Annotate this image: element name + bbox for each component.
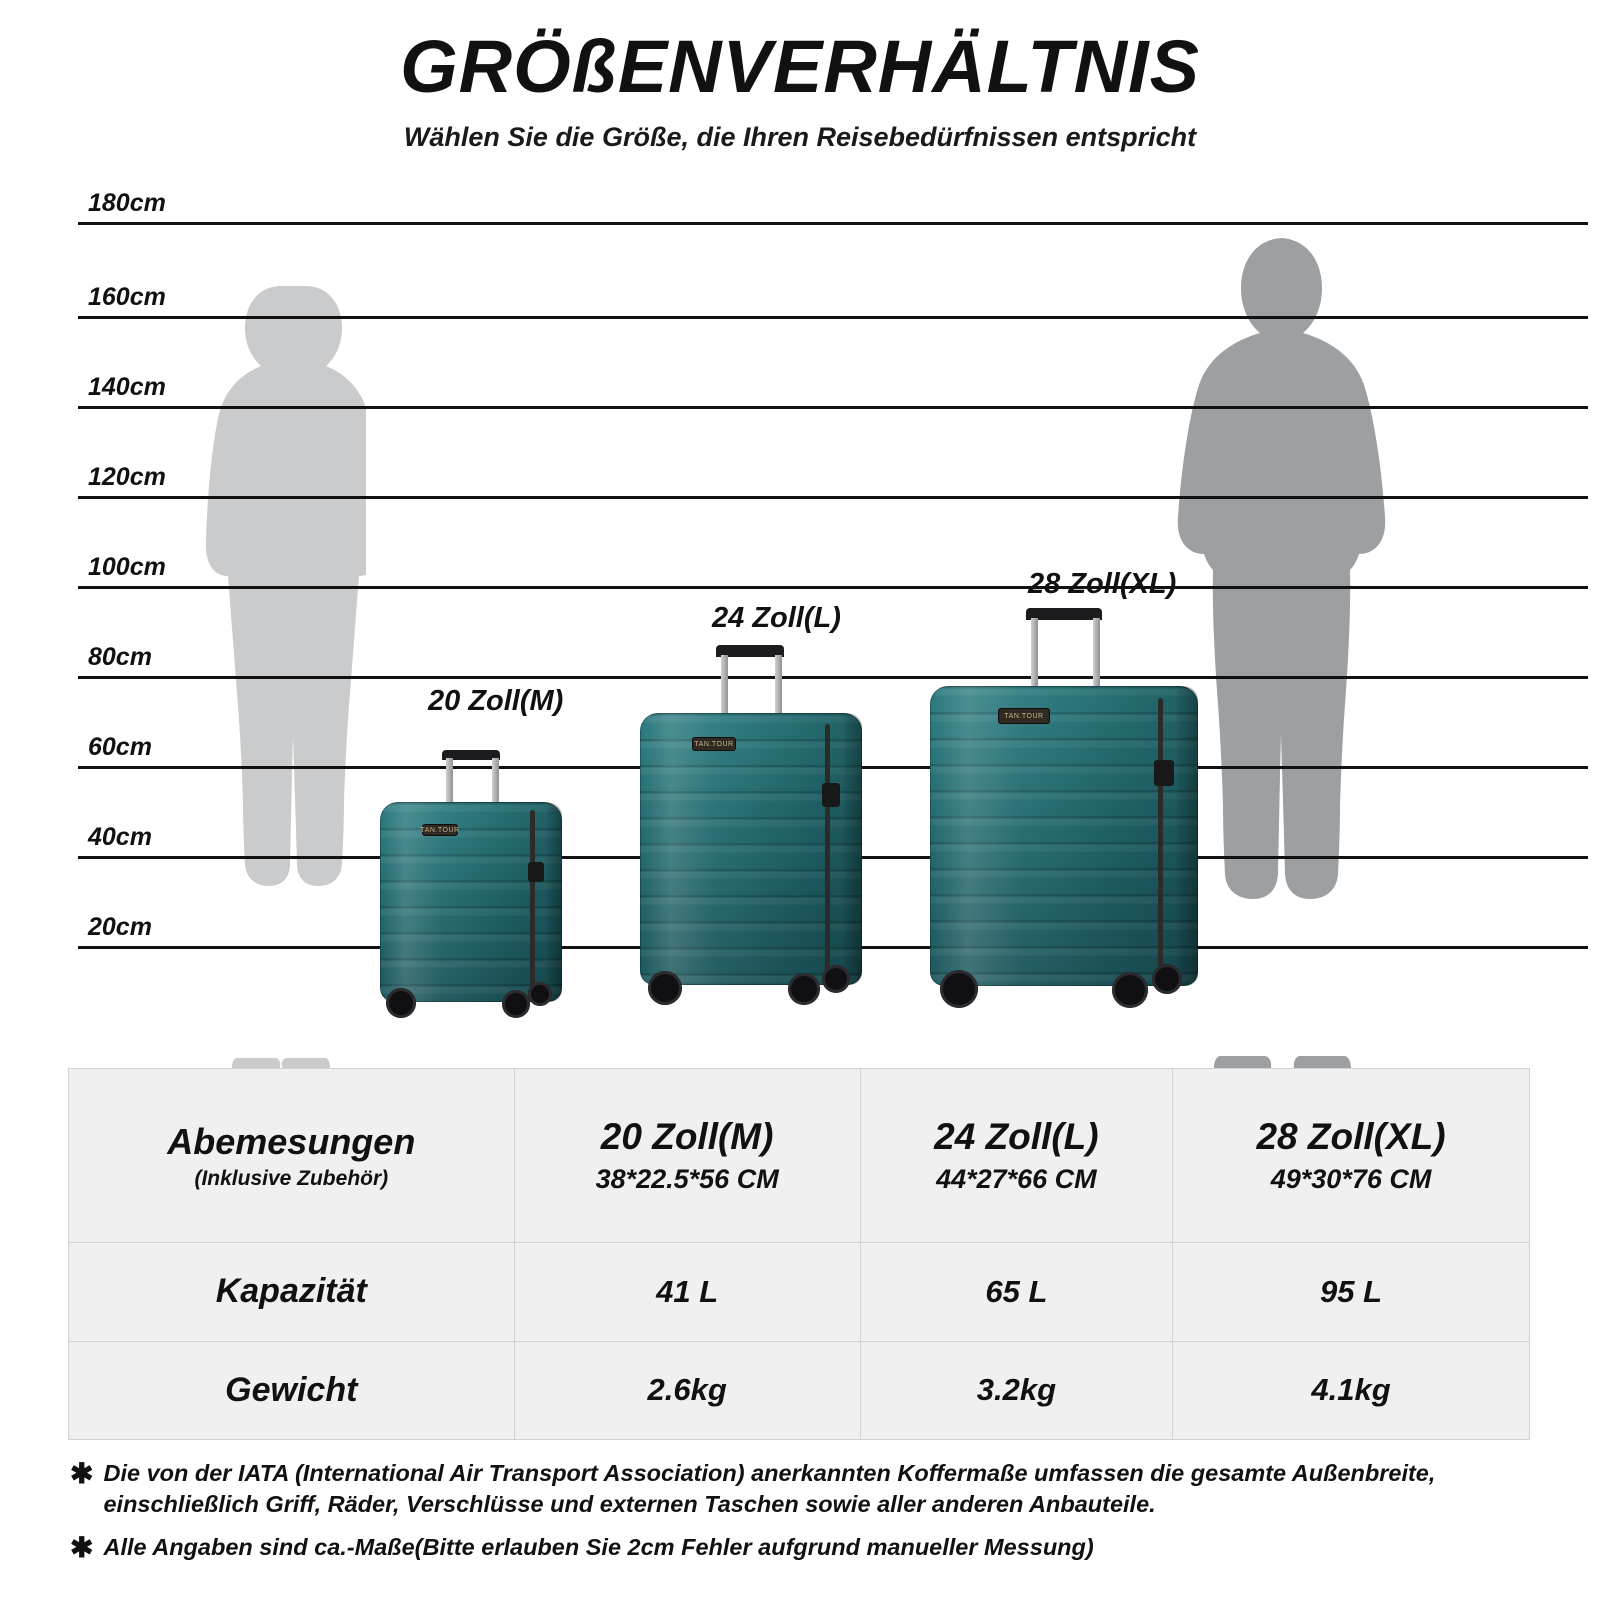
capacity-xl: 95 L <box>1173 1243 1530 1341</box>
brand-badge-m: TAN.TOUR <box>422 824 458 836</box>
wheel-front-right-l <box>788 973 820 1005</box>
gridline-120 <box>78 496 1588 499</box>
size-dims-m: 38*22.5*56 CM <box>595 1164 779 1195</box>
shell-l <box>640 713 862 985</box>
gridline-140 <box>78 406 1588 409</box>
shell-edge-m <box>547 802 562 1002</box>
axis-label-140: 140cm <box>88 373 166 401</box>
spec-table <box>68 1068 1530 1440</box>
footnote-2-text: Alle Angaben sind ca.-Maße(Bitte erlauben Sie 2cm Fehler aufgrund manueller Messung) <box>103 1534 1094 1561</box>
weight-l: 3.2kg <box>860 1341 1172 1439</box>
wheel-back-right-xl <box>1152 964 1182 994</box>
gridline-100 <box>78 586 1588 589</box>
table-header-cell-l <box>860 1069 1172 1243</box>
zipper-l <box>825 724 830 974</box>
axis-label-60: 60cm <box>88 733 152 761</box>
page-subtitle: Wählen Sie die Größe, die Ihren Reisebedürfnissen entspricht <box>403 122 1197 152</box>
weight-xl: 4.1kg <box>1173 1341 1530 1439</box>
lock-xl <box>1154 760 1174 786</box>
shell-xl <box>930 686 1198 986</box>
handle-rod-left-xl <box>1031 618 1038 690</box>
row-label-capacity: Kapazität <box>69 1243 515 1341</box>
asterisk-icon: ✱ <box>70 1532 94 1564</box>
wheel-front-right-xl <box>1112 972 1148 1008</box>
wheel-back-right-l <box>822 965 850 993</box>
suitcase-label-xl: 28 Zoll(XL) <box>1028 568 1177 600</box>
shell-edge-l <box>844 713 862 985</box>
handle-rod-left-l <box>721 655 728 717</box>
zipper-m <box>530 810 535 994</box>
suitcase-label-l: 24 Zoll(L) <box>712 602 841 634</box>
size-dims-xl: 49*30*76 CM <box>1270 1164 1432 1195</box>
table-row <box>69 1341 1530 1439</box>
zipper-xl <box>1158 698 1163 974</box>
axis-label-180: 180cm <box>88 189 166 217</box>
gridline-160 <box>78 316 1588 319</box>
wheel-back-right-m <box>528 982 552 1006</box>
axis-label-160: 160cm <box>88 283 166 311</box>
suitcase-xl[interactable] <box>930 608 1198 1020</box>
lock-m <box>528 862 544 882</box>
suitcase-m[interactable] <box>380 750 562 1020</box>
brand-badge-xl: TAN.TOUR <box>998 708 1050 724</box>
table-header-cell-label <box>69 1069 515 1243</box>
table-header-cell-m <box>514 1069 860 1243</box>
footnote-1-text: Die von der IATA (International Air Transport Association) anerkannten Koffermaße umfassen die gesamte Außenbreite, einschließlich Griff, Räder, Verschlüsse und externen Taschen sowie aller anderen Anbauteile. <box>103 1460 1436 1518</box>
brand-badge-l: TAN.TOUR <box>692 737 736 751</box>
size-name-xl: 28 Zoll(XL) <box>1256 1116 1446 1158</box>
suitcase-label-m: 20 Zoll(M) <box>428 685 564 717</box>
page-title: GRÖßENVERHÄLTNIS <box>400 25 1200 108</box>
shell-edge-xl <box>1177 686 1198 986</box>
table-header-row <box>69 1069 1530 1243</box>
wheel-front-left-l <box>648 971 682 1005</box>
axis-label-20: 20cm <box>88 913 152 941</box>
axis-label-100: 100cm <box>88 553 166 581</box>
footnote-1 <box>70 1458 1550 1520</box>
handle-rod-right-l <box>775 655 782 717</box>
lock-l <box>822 783 840 807</box>
suitcase-l[interactable] <box>640 645 862 1020</box>
spec-table-container <box>68 1068 1530 1440</box>
axis-label-120: 120cm <box>88 463 166 491</box>
axis-label-40: 40cm <box>88 823 152 851</box>
header-sublabel: (Inklusive Zubehör) <box>194 1166 389 1190</box>
page-header <box>0 0 1600 153</box>
axis-label-80: 80cm <box>88 643 152 671</box>
wheel-front-left-xl <box>940 970 978 1008</box>
wheel-front-left-m <box>386 988 416 1018</box>
shell-m <box>380 802 562 1002</box>
table-row <box>69 1243 1530 1341</box>
handle-rod-left-m <box>446 758 453 806</box>
capacity-l: 65 L <box>860 1243 1172 1341</box>
weight-m: 2.6kg <box>514 1341 860 1439</box>
table-header-cell-xl <box>1173 1069 1530 1243</box>
size-name-m: 20 Zoll(M) <box>600 1116 774 1158</box>
handle-rod-right-xl <box>1093 618 1100 690</box>
header-label: Abemesungen <box>167 1120 416 1162</box>
size-dims-l: 44*27*66 CM <box>936 1164 1097 1195</box>
capacity-m: 41 L <box>514 1243 860 1341</box>
wheel-front-right-m <box>502 990 530 1018</box>
asterisk-icon: ✱ <box>70 1458 94 1489</box>
gridline-180 <box>78 222 1588 225</box>
footnote-2 <box>70 1532 1550 1564</box>
size-name-l: 24 Zoll(L) <box>934 1116 1099 1158</box>
handle-rod-right-m <box>492 758 499 806</box>
footnotes <box>70 1458 1550 1576</box>
row-label-weight: Gewicht <box>69 1341 515 1439</box>
size-comparison-chart <box>0 190 1600 1060</box>
